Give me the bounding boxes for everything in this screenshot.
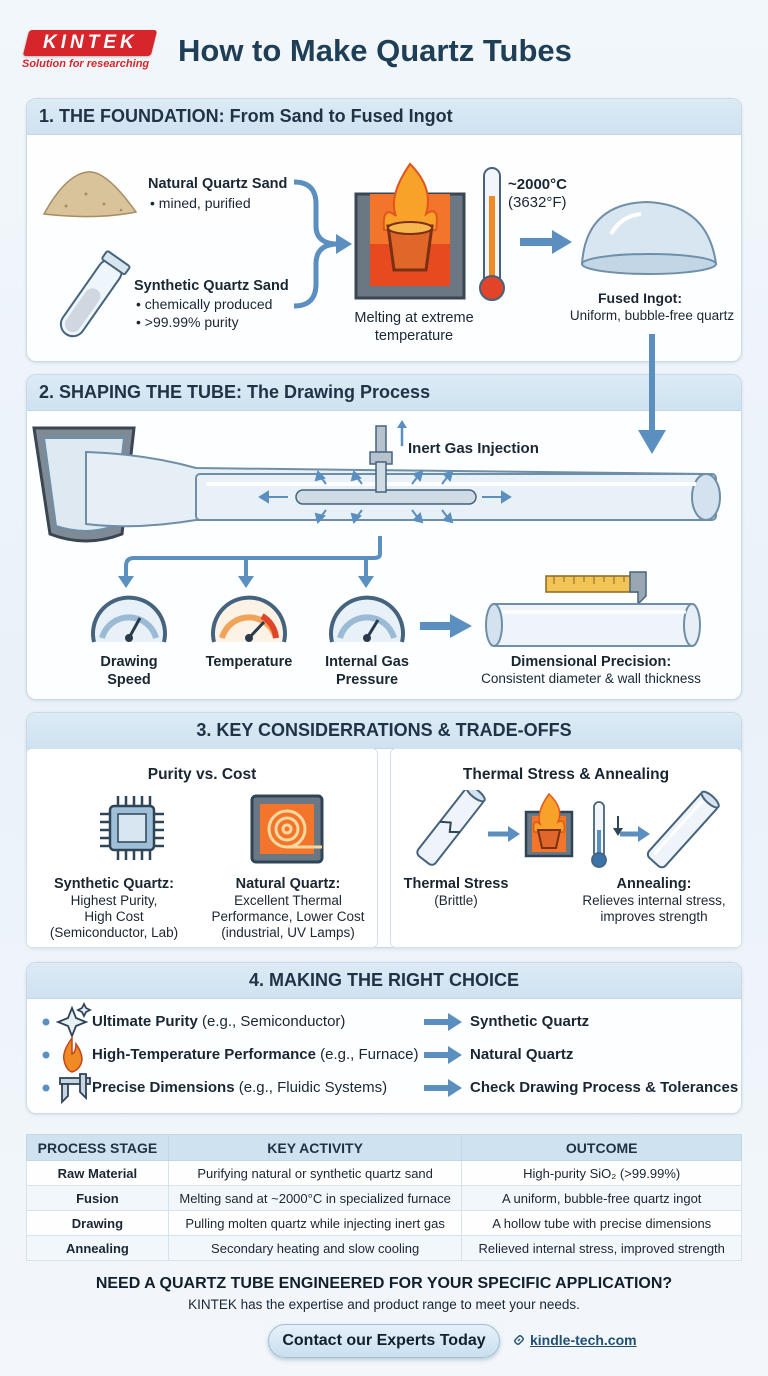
temperature-gauge-icon (213, 598, 285, 642)
inert-gas-label: Inert Gas Injection (408, 440, 539, 457)
melting-label-2: temperature (374, 328, 454, 344)
page-title: How to Make Quartz Tubes (178, 33, 572, 68)
ingot-desc: Uniform, bubble-free quartz (569, 308, 735, 323)
table-cell-stage: Annealing (27, 1236, 169, 1261)
gauge-temperature-label: Temperature (205, 654, 293, 670)
precision-tube-icon (486, 604, 700, 646)
natural-sand-title: Natural Quartz Sand (148, 176, 288, 192)
natural-quartz-line-3: (industrial, UV Lamps) (221, 925, 355, 940)
table-row (27, 1236, 742, 1261)
table-cell-stage: Raw Material (27, 1161, 169, 1186)
gas-injection-pipe (296, 420, 476, 504)
natural-quartz-title: Natural Quartz: (235, 876, 341, 892)
sparkle-icon (58, 1004, 90, 1036)
choice-result-2: Natural Quartz (470, 1046, 574, 1063)
table-header-activity: KEY ACTIVITY (168, 1135, 462, 1161)
gas-pressure-gauge-icon (331, 598, 403, 642)
test-tube-icon (55, 251, 131, 342)
natural-quartz-line-2: Performance, Lower Cost (211, 909, 365, 924)
table-cell-stage: Fusion (27, 1186, 169, 1211)
chip-icon (100, 796, 164, 860)
ingot-title: Fused Ingot: (598, 290, 682, 306)
precision-title: Dimensional Precision: (510, 654, 672, 670)
cracked-tube-icon (415, 790, 487, 867)
section-choice-heading: 4. MAKING THE RIGHT CHOICE (27, 963, 741, 999)
table-cell-activity: Purifying natural or synthetic quartz sand (168, 1161, 462, 1186)
choice-result-1: Synthetic Quartz (470, 1013, 590, 1030)
choice-example-1: (e.g., Semiconductor) (197, 1013, 346, 1030)
cta-title: NEED A QUARTZ TUBE ENGINEERED FOR YOUR SPECIFIC APPLICATION? (95, 1275, 673, 1292)
synthetic-sand-note-1: • chemically produced (136, 296, 273, 312)
natural-sand-note: • mined, purified (150, 195, 251, 211)
annealing-line-2: improves strength (600, 909, 708, 924)
table-header-row (27, 1135, 742, 1161)
synthetic-quartz-line-1: Highest Purity, (70, 893, 158, 908)
choice-example-3: (e.g., Fluidic Systems) (234, 1079, 388, 1096)
table-row (27, 1186, 742, 1211)
thermal-stress-label: Thermal Stress (403, 876, 509, 892)
choice-result-3: Check Drawing Process & Tolerances (470, 1079, 739, 1096)
synthetic-sand-note-2: • >99.99% purity (136, 314, 239, 330)
melting-label-1: Melting at extreme (354, 310, 474, 326)
drawing-speed-gauge-icon (93, 598, 165, 642)
table-cell-outcome: Relieved internal stress, improved strength (462, 1236, 742, 1261)
annealing-title: Annealing: (616, 876, 692, 892)
gauge-gas-pressure-label-1: Internal Gas (325, 654, 409, 670)
section-foundation-heading: 1. THE FOUNDATION: From Sand to Fused Ingot (27, 99, 741, 135)
arrow-to-ingot (552, 230, 572, 254)
temperature-fahrenheit: (3632°F) (508, 194, 567, 211)
table-cell-activity: Melting sand at ~2000°C in specialized furnace (168, 1186, 462, 1211)
synthetic-sand-title: Synthetic Quartz Sand (134, 278, 289, 294)
natural-quartz-line-1: Excellent Thermal (234, 893, 342, 908)
caliper-icon (60, 1074, 90, 1102)
considerations-icons (26, 790, 742, 880)
cta-subtitle: KINTEK has the expertise and product range to meet your needs. (188, 1297, 580, 1312)
table-cell-stage: Drawing (27, 1211, 169, 1236)
table-cell-outcome: A uniform, bubble-free quartz ingot (462, 1186, 742, 1211)
arrow-to-precision (450, 614, 472, 638)
contact-experts-button[interactable]: Contact our Experts Today (268, 1324, 500, 1358)
flame-icon (64, 1038, 82, 1072)
choice-example-2: (e.g., Furnace) (315, 1046, 419, 1063)
sand-pile-icon (44, 172, 136, 217)
choice-row-3 (92, 1079, 387, 1096)
table-header-stage: PROCESS STAGE (27, 1135, 169, 1161)
website-link-text: kindle-tech.com (530, 1332, 637, 1348)
choice-need-2: High-Temperature Performance (92, 1046, 316, 1063)
gauge-gas-pressure-label-2: Pressure (335, 672, 399, 688)
annealing-furnace-icon (526, 794, 572, 856)
choice-row-2 (92, 1046, 419, 1063)
logo-text: KINTEK (42, 32, 138, 53)
drawing-diagram (26, 334, 742, 700)
gauge-drawing-speed-label-1: Drawing (100, 654, 158, 670)
gauge-drawing-speed-label-2: Speed (107, 672, 151, 688)
furnace-icon (356, 164, 464, 298)
thermometer-icon (480, 168, 504, 300)
table-header-outcome: OUTCOME (462, 1135, 742, 1161)
process-table (26, 1134, 742, 1261)
choice-row-1 (92, 1013, 345, 1030)
branch-arrows (126, 536, 380, 578)
thermal-stress-desc: (Brittle) (434, 893, 478, 908)
annealing-line-1: Relieves internal stress, (582, 893, 726, 908)
mini-thermometer-icon (592, 802, 623, 867)
synthetic-quartz-title: Synthetic Quartz: (53, 876, 175, 892)
kintek-logo (23, 30, 157, 56)
annealed-tube-icon (646, 790, 721, 869)
purity-cost-title: Purity vs. Cost (147, 766, 257, 783)
section-drawing-heading: 2. SHAPING THE TUBE: The Drawing Process (27, 375, 741, 411)
heating-coil-icon (252, 796, 322, 862)
section-considerations-heading: 3. KEY CONSIDERRATIONS & TRADE-OFFS (27, 713, 741, 749)
choice-need-3: Precise Dimensions (92, 1079, 235, 1096)
website-link[interactable] (512, 1332, 637, 1348)
merge-arrow (294, 182, 338, 306)
thermal-stress-title: Thermal Stress & Annealing (462, 766, 670, 783)
table-cell-outcome: A hollow tube with precise dimensions (462, 1211, 742, 1236)
table-row (27, 1211, 742, 1236)
table-row (27, 1161, 742, 1186)
logo-tagline: Solution for researching (22, 58, 150, 70)
temperature-celsius: ~2000°C (508, 176, 567, 193)
ruler-icon (546, 572, 646, 604)
link-icon (512, 1333, 526, 1347)
synthetic-quartz-line-2: High Cost (84, 909, 144, 924)
arrow-down-to-tube (638, 430, 666, 454)
table-cell-outcome: High-purity SiO₂ (>99.99%) (462, 1161, 742, 1186)
synthetic-quartz-line-3: (Semiconductor, Lab) (49, 925, 179, 940)
fused-ingot-icon (582, 202, 716, 274)
precision-desc: Consistent diameter & wall thickness (481, 671, 701, 686)
choice-need-1: Ultimate Purity (92, 1013, 198, 1030)
table-cell-activity: Secondary heating and slow cooling (168, 1236, 462, 1261)
table-cell-activity: Pulling molten quartz while injecting inert gas (168, 1211, 462, 1236)
